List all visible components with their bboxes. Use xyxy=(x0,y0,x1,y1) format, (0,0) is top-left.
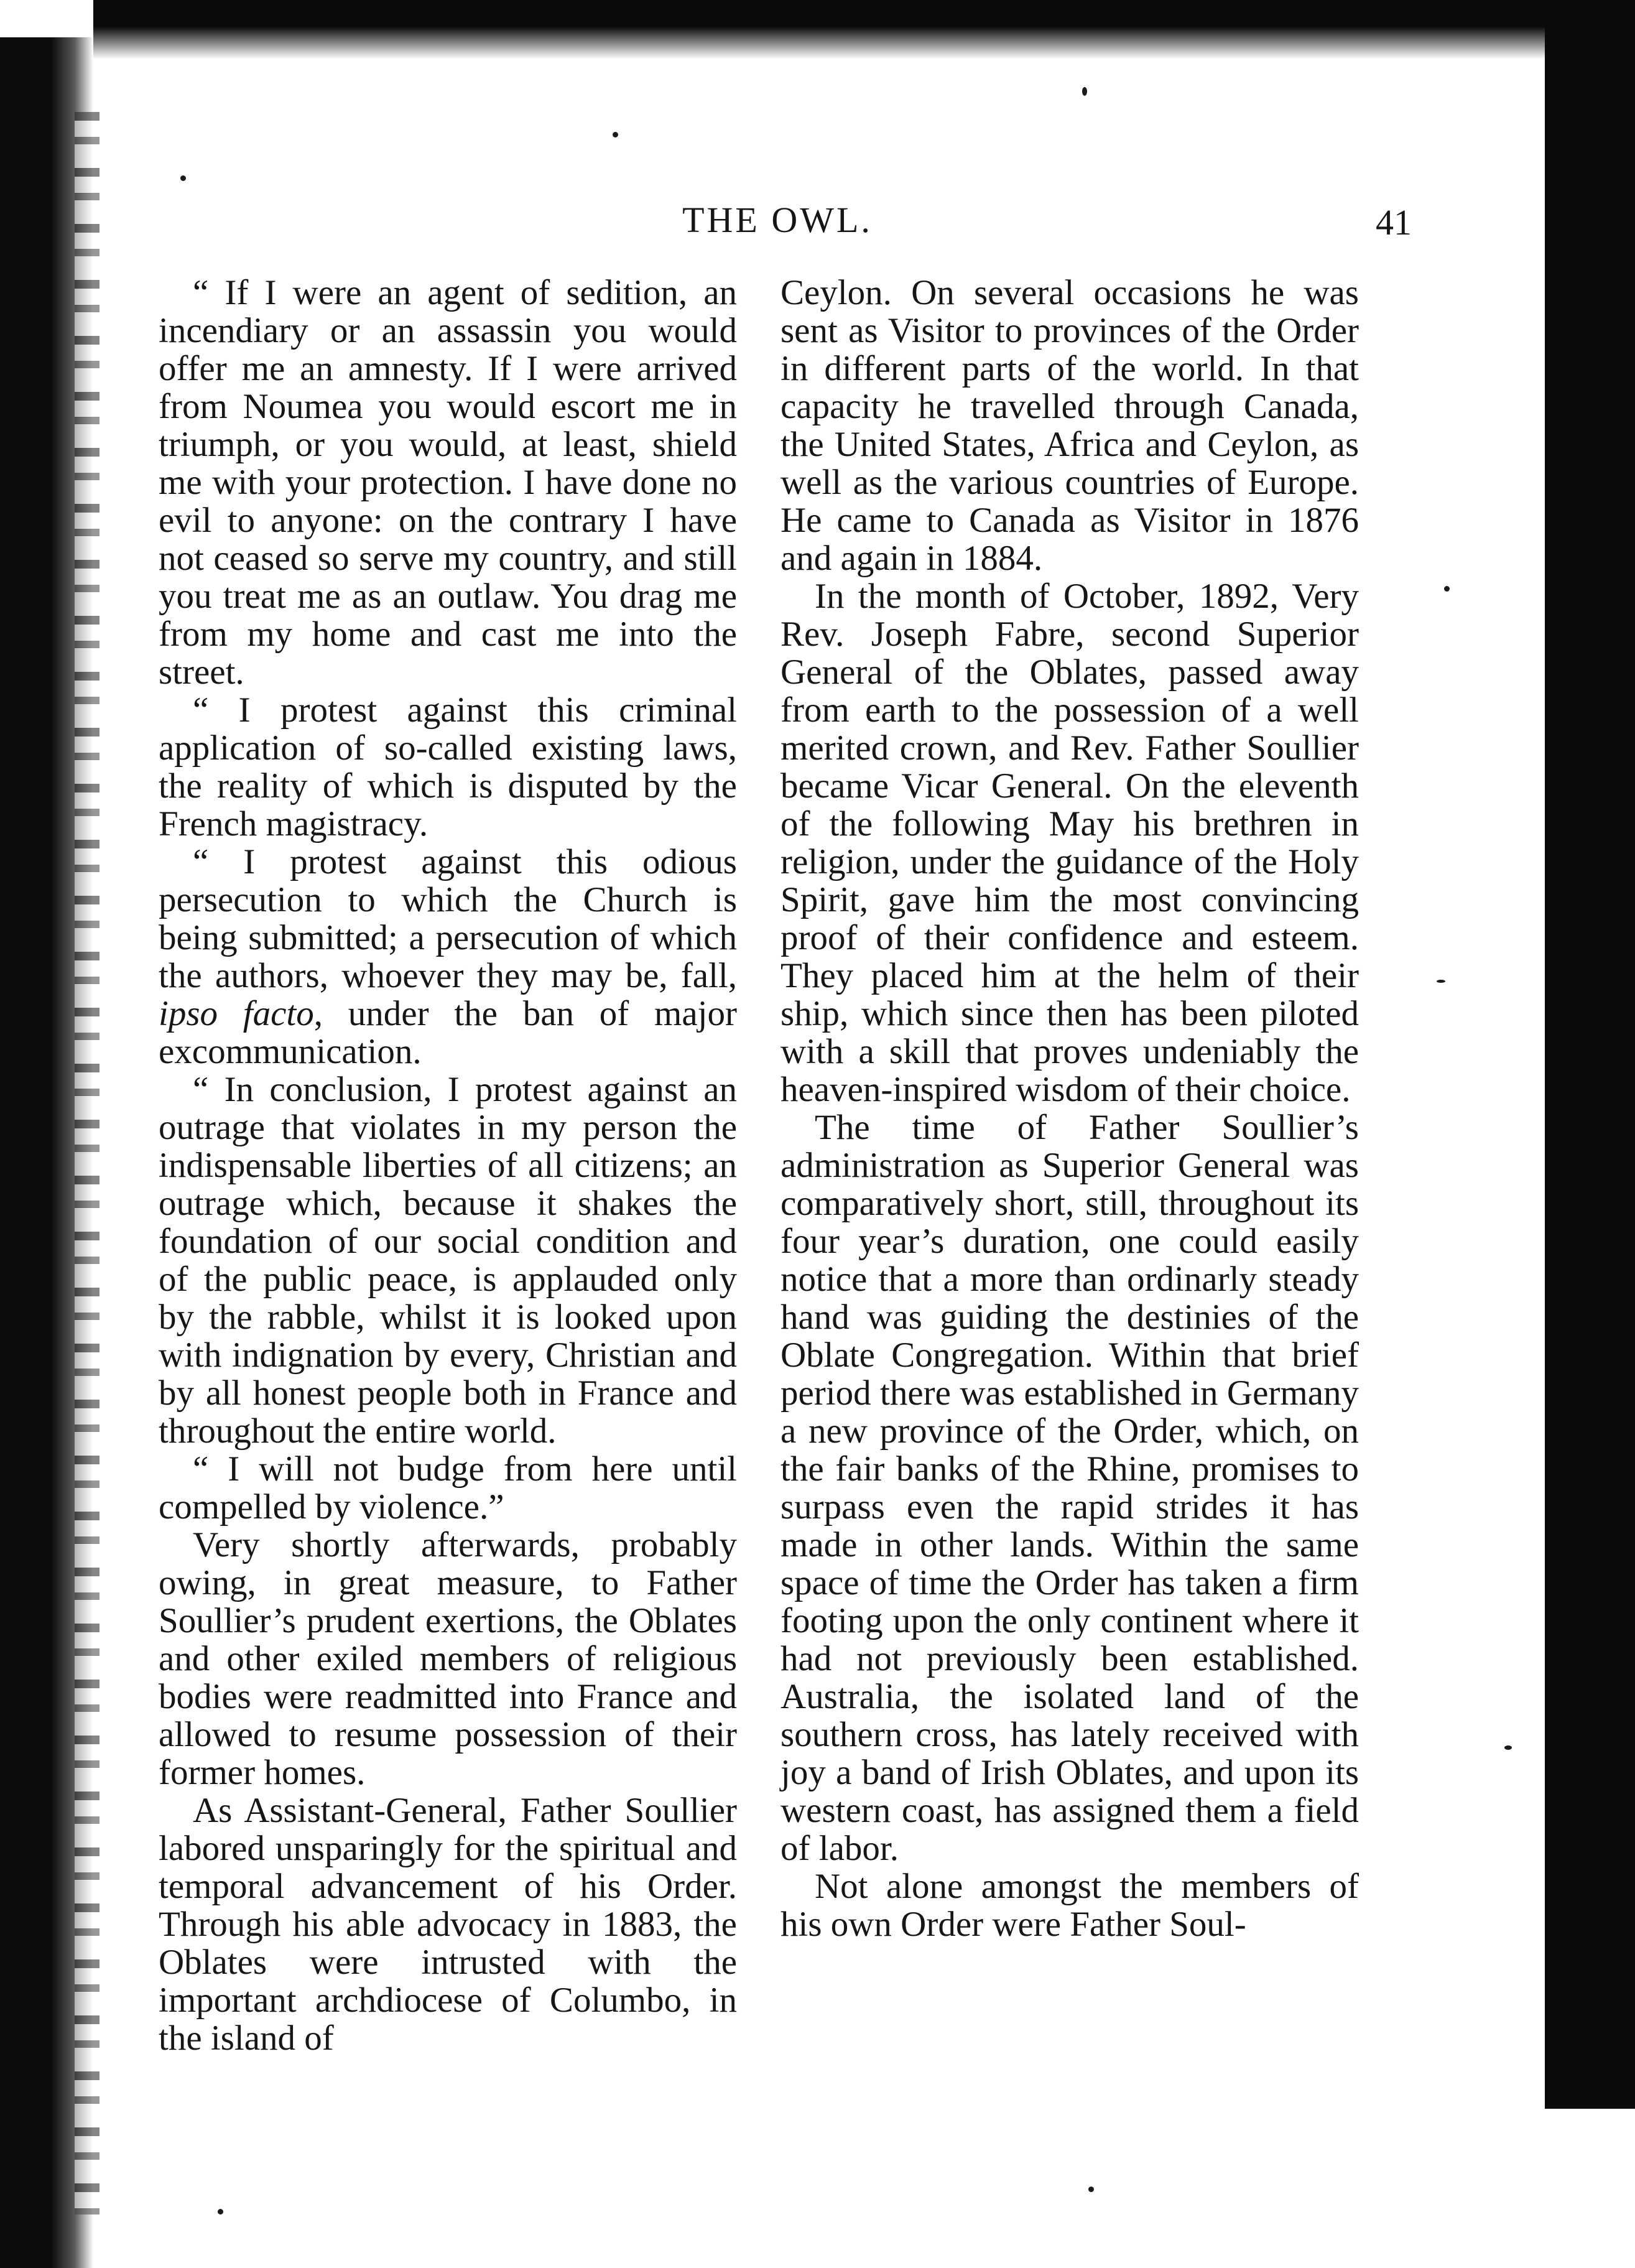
paragraph: The time of Father Soullier’s administration as Superior General was comparatively short, still, throughout its four year’s duration, one could easily notice that a more than ordinarly steady hand was guiding the destinies of the Oblate Congregation. Within that brief period there was established in Germany a new province of the Order, which, on the fair banks of the Rhine, promises to surpass even the rapid strides it has made in other lands. Within the same space of time the Order has taken a firm footing upon the only continent where it had not previously been established. Australia, the isolated land of the southern cross, has lately received with joy a band of Irish Oblates, and upon its western coast, has assigned them a field of labor. xyxy=(780,1108,1359,1868)
scan-speck xyxy=(1088,2187,1094,2192)
scan-speck xyxy=(1437,980,1445,983)
paragraph: Not alone amongst the members of his own Order were Father Soul- xyxy=(780,1867,1359,1944)
paragraph: In the month of October, 1892, Very Rev. Joseph Fabre, second Superior General of the Oblates, passed away from earth to the possession of a well merited crown, and Rev. Father Soullier became Vicar General. On the eleventh of the following May his brethren in religion, under the guidance of the Holy Spirit, gave him the most convincing proof of their confidence and esteem. They placed him at the helm of their ship, which since then has been piloted with a skill that proves undeniably the heaven-inspired wisdom of their choice. xyxy=(780,577,1359,1109)
paragraph: “ If I were an agent of sedition, an incendiary or an assassin you would offer me an amnesty. If I were arrived from Noumea you would escort me in triumph, or you would, at least, shield me with your protection. I have done no evil to anyone: on the contrary I have not ceased so serve my country, and still you treat me as an outlaw. You drag me from my home and cast me into the street. xyxy=(159,273,737,692)
scan-edge-noise xyxy=(75,112,100,2215)
paragraph-continued: Ceylon. On several occasions he was sent as Visitor to provinces of the Order in different parts of the world. In that capacity he travelled through Canada, the United States, Africa and Ceylon, as well as the various countries of Europe. He came to Canada as Visitor in 1876 and again in 1884. xyxy=(780,273,1359,578)
scan-speck xyxy=(1082,87,1087,96)
paragraph: Very shortly afterwards, probably owing, in great measure, to Father Soullier’s prudent exertions, the Oblates and other exiled members of religious bodies were readmitted into France and allowed to resume possession of their former homes. xyxy=(159,1525,737,1792)
running-title: THE OWL. xyxy=(682,200,873,240)
scan-speck xyxy=(180,175,186,181)
paragraph-text: , under the ban of major excommunication. xyxy=(159,994,737,1071)
scan-speck xyxy=(613,132,618,137)
paragraph: As Assistant-General, Father Soullier labored unsparingly for the spiritual and temporal advancement of his Order. Through his able advocacy in 1883, the Oblates were intrusted with the important archdiocese of Columbo, in the island of xyxy=(159,1791,737,2058)
page-header xyxy=(143,199,1412,249)
scan-speck xyxy=(1444,586,1450,592)
scan-speck xyxy=(1504,1745,1512,1750)
paragraph xyxy=(159,843,737,1071)
paragraph: “ In conclusion, I protest against an outrage that violates in my person the indispensable liberties of all citizens; an outrage which, because it shakes the foundation of our social condition and of the public peace, is applauded only by the rabble, whilst it is looked upon with indignation by every, Christian and by all honest people both in France and throughout the entire world. xyxy=(159,1070,737,1451)
paragraph-text: “ I protest against this odious persecution to which the Church is being submitted; a persecution of which the authors, whoever they may be, fall, xyxy=(159,842,737,995)
scan-edge-top xyxy=(93,0,1635,59)
left-column xyxy=(159,274,737,2057)
right-column xyxy=(780,274,1359,1943)
paragraph: “ I protest against this criminal application of so-called existing laws, the reality of which is disputed by the French magistracy. xyxy=(159,690,737,844)
page-number: 41 xyxy=(1376,202,1412,243)
latin-phrase: ipso facto xyxy=(159,994,314,1033)
scan-edge-right xyxy=(1545,0,1635,2109)
paragraph: “ I will not budge from here until compelled by violence.” xyxy=(159,1449,737,1527)
scan-speck xyxy=(218,2209,223,2215)
